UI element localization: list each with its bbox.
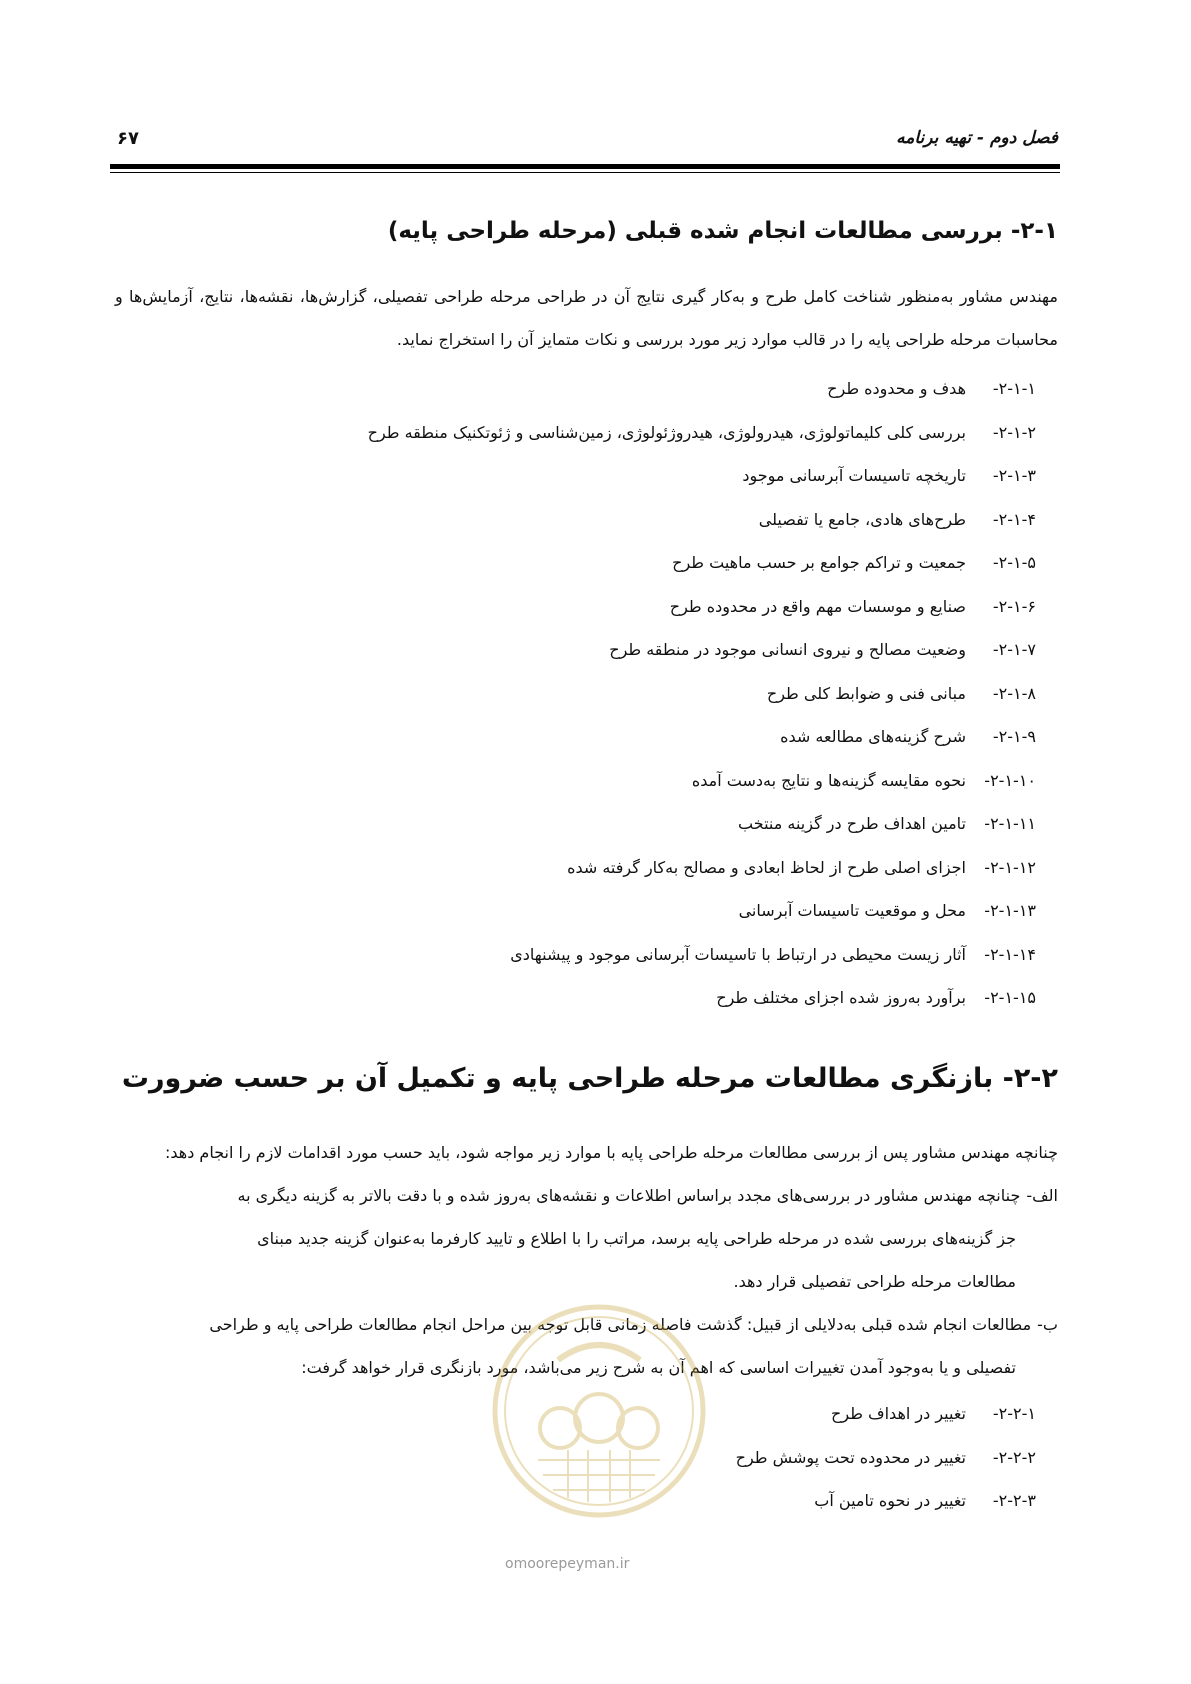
list-item-text: تغییر در محدوده تحت پوشش طرح	[735, 1447, 966, 1467]
list-item-number: ۲-۲-۳-	[992, 1491, 1036, 1510]
list-item	[115, 411, 1036, 455]
header-rule-thin	[110, 172, 1060, 173]
item-be-line-1: مطالعات انجام شده قبلی به‌دلایلی از قبیل: گذشت فاصله زمانی قابل توجه بین مراحل انجام مطالعات طراحی پایه و طراحی	[209, 1315, 1032, 1334]
list-item	[115, 454, 1036, 498]
list-item	[115, 628, 1036, 672]
list-item-number: ۲-۱-۳-	[992, 466, 1036, 485]
list-item	[115, 889, 1036, 933]
list-item-number: ۲-۱-۶-	[992, 596, 1036, 616]
item-alef-marker: الف-	[1026, 1186, 1058, 1205]
list-item	[115, 933, 1036, 977]
list-item-text: جمعیت و تراکم جوامع بر حسب ماهیت طرح	[672, 553, 966, 572]
list-item-text: هدف و محدوده طرح	[827, 379, 966, 398]
list-item-text: محل و موقعیت تاسیسات آبرسانی	[738, 901, 966, 920]
list-item-number: ۲-۱-۵-	[992, 553, 1036, 572]
watermark-url: omoorepeyman.ir	[505, 1556, 630, 1572]
list-item	[115, 585, 1036, 629]
list-item-text: آثار زیست محیطی در ارتباط با تاسیسات آبرسانی موجود و پیشنهادی	[510, 944, 966, 964]
list-item-number: ۲-۱-۸-	[992, 683, 1036, 703]
list-item	[115, 846, 1036, 890]
item-be-line-2: تفصیلی و یا به‌وجود آمدن تغییرات اساسی که اهم آن به شرح زیر می‌باشد، مورد بازنگری قرار خواهد گرفت:	[301, 1358, 1016, 1377]
list-item-number: ۲-۱-۷-	[992, 640, 1036, 659]
list-item	[115, 498, 1036, 542]
item-alef-line-1: چنانچه مهندس مشاور در بررسی‌های مجدد براساس اطلاعات و نقشه‌های به‌روز شده و با دقت بالاتر به گزینه دیگری به	[237, 1186, 1021, 1205]
list-item-text: وضعیت مصالح و نیروی انسانی موجود در منطقه طرح	[609, 640, 966, 659]
watermark-seal-logo	[488, 1300, 710, 1522]
list-item-text: تامین اهداف طرح در گزینه منتخب	[738, 814, 966, 833]
list-item-text: مبانی فنی و ضوابط کلی طرح	[766, 683, 966, 703]
chapter-title: فصل دوم - تهیه برنامه	[896, 128, 1058, 148]
list-item-text: بررسی کلی کلیماتولوژی، هیدرولوژی، هیدروژئولوژی، زمین‌شناسی و ژئوتکنیک منطقه طرح	[367, 422, 966, 442]
header-rule-thick	[110, 164, 1060, 169]
list-item-number: ۲-۱-۱۵-	[984, 988, 1036, 1007]
list-item	[115, 759, 1036, 803]
list-item-number: ۲-۱-۱۲-	[984, 857, 1036, 877]
list-item-text: تاریخچه تاسیسات آبرسانی موجود	[742, 466, 966, 485]
list-item-number: ۲-۱-۱-	[992, 379, 1036, 398]
list-item-number: ۲-۱-۴-	[992, 509, 1036, 529]
list-item-text: طرح‌های هادی، جامع یا تفصیلی	[758, 509, 966, 529]
list-item-number: ۲-۱-۱۱-	[984, 814, 1036, 833]
item-alef-line-3: مطالعات مرحله طراحی تفصیلی قرار دهد.	[733, 1272, 1016, 1291]
list-item-number: ۲-۱-۲-	[992, 422, 1036, 442]
list-item	[115, 541, 1036, 585]
list-item-text: تغییر در نحوه تامین آب	[814, 1491, 966, 1510]
list-item-number: ۲-۱-۱۳-	[984, 901, 1036, 920]
section-2-2-intro: چنانچه مهندس مشاور پس از بررسی مطالعات مرحله طراحی پایه با موارد زیر مواجه شود، باید حسب مورد اقدامات لازم را انجام دهد:	[164, 1143, 1058, 1162]
list-item-number: ۲-۱-۹-	[992, 727, 1036, 746]
list-item	[115, 802, 1036, 846]
list-item-text: تغییر در اهداف طرح	[831, 1404, 966, 1423]
list-item	[115, 976, 1036, 1020]
list-item-number: ۲-۱-۱۴-	[984, 944, 1036, 964]
item-alef-line-2: جز گزینه‌های بررسی شده در مرحله طراحی پایه برسد، مراتب را با اطلاع و تایید کارفرما به‌عنوان گزینه جدید مبنای	[257, 1229, 1016, 1248]
list-item-text: صنایع و موسسات مهم واقع در محدوده طرح	[669, 596, 966, 616]
section-heading-2-1: ۲-۱- بررسی مطالعات انجام شده قبلی (مرحله طراحی پایه)	[387, 218, 1058, 244]
list-item-number: ۲-۲-۱-	[992, 1404, 1036, 1423]
list-item	[115, 367, 1036, 411]
section-2-1-list	[115, 367, 1036, 1020]
list-item	[115, 715, 1036, 759]
section-heading-2-2: ۲-۲- بازنگری مطالعات مرحله طراحی پایه و تکمیل آن بر حسب ضرورت	[121, 1063, 1058, 1094]
list-item-text: شرح گزینه‌های مطالعه شده	[780, 727, 966, 746]
list-item-text: نحوه مقایسه گزینه‌ها و نتایج به‌دست آمده	[691, 770, 966, 790]
list-item	[115, 672, 1036, 716]
item-alef	[115, 1174, 1058, 1303]
page-number: ۶۷	[117, 128, 139, 149]
item-be-marker: ب-	[1037, 1315, 1058, 1334]
list-item-number: ۲-۱-۱۰-	[984, 770, 1036, 790]
section-2-1-paragraph: مهندس مشاور به‌منظور شناخت کامل طرح و به‌کار گیری نتایج آن در طراحی مرحله طراحی تفصیلی، گزارش‌ها، نقشه‌ها، نتایج، آزمایش‌ها و محاسبات مرحله طراحی پایه را در قالب موارد زیر مورد بررسی و نکات متمایز آن را استخراج نماید.	[115, 287, 1058, 349]
list-item-text: برآورد به‌روز شده اجزای مختلف طرح	[716, 988, 966, 1007]
list-item-text: اجزای اصلی طرح از لحاظ ابعادی و مصالح به‌کار گرفته شده	[567, 857, 966, 877]
list-item-number: ۲-۲-۲-	[992, 1447, 1036, 1467]
